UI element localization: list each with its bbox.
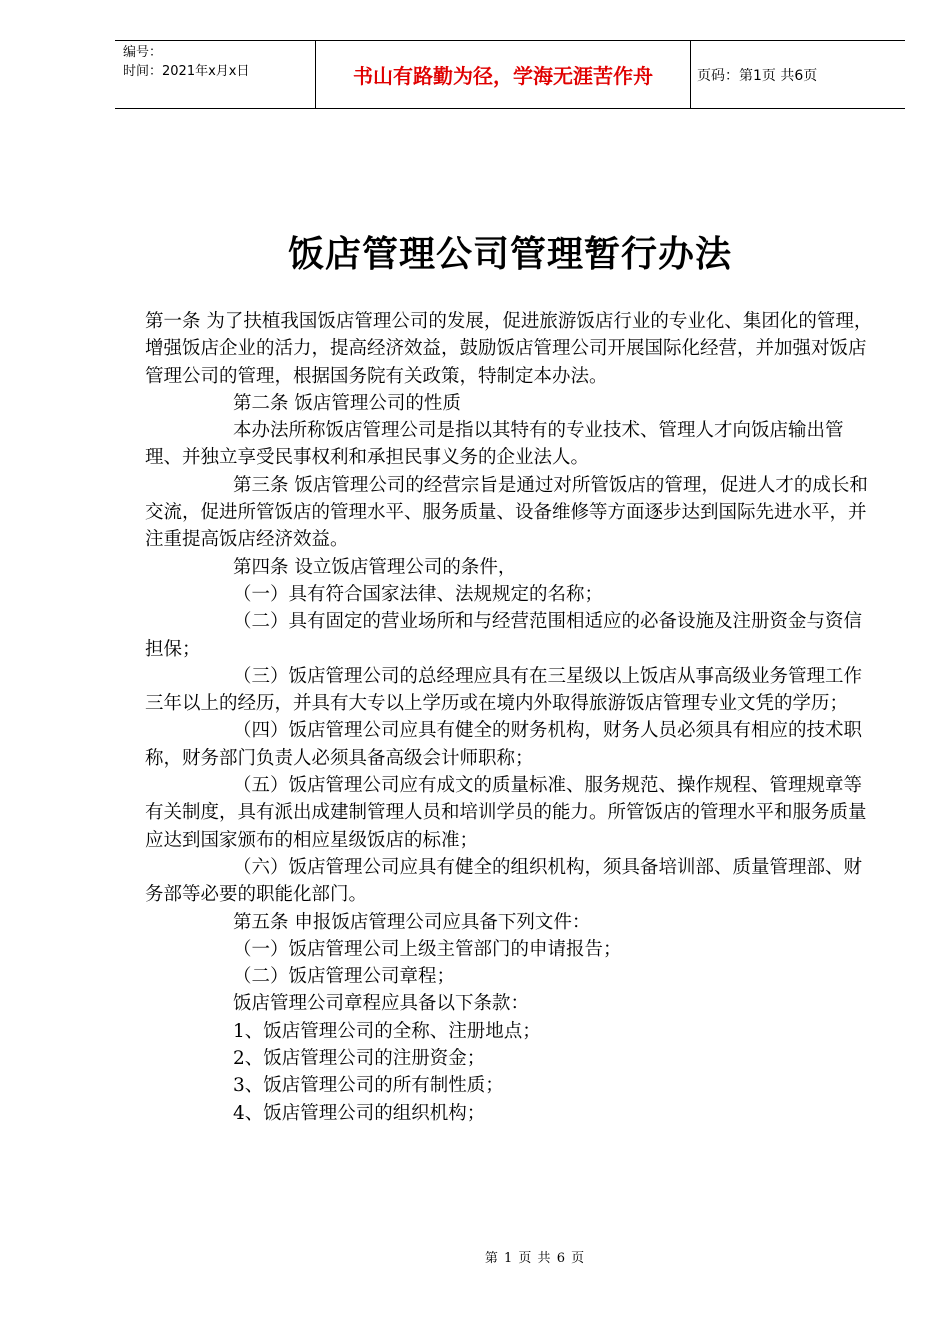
number-label: 编号： bbox=[123, 45, 163, 60]
paragraph: 本办法所称饭店管理公司是指以其特有的专业技术、管理人才向饭店输出管理、并独立享受民事权利和承担民事义务的企业法人。 bbox=[145, 420, 844, 469]
page-footer: 第 1 页 共 6 页 bbox=[484, 1251, 586, 1266]
paragraph: （二）具有固定的营业场所和与经营范围相适应的必备设施及注册资金与资信担保； bbox=[145, 611, 863, 660]
time-label: 时间：2021年x月x日 bbox=[123, 64, 250, 79]
paragraph: 第五条 申报饭店管理公司应具备下列文件： bbox=[233, 911, 591, 933]
paragraph: 第一条 为了扶植我国饭店管理公司的发展，促进旅游饭店行业的专业化、集团化的管理，增强饭店企业的活力，提高经济效益，鼓励饭店管理公司开展国际化经营，并加强对饭店管理公司的管理，根据国务院有关政策，特制定本办法。 bbox=[145, 311, 873, 387]
document-title: 饭店管理公司管理暂行办法 bbox=[287, 233, 732, 275]
paragraph: （一）具有符合国家法律、法规规定的名称； bbox=[233, 583, 604, 605]
paragraph: 第三条 饭店管理公司的经营宗旨是通过对所管饭店的管理，促进人才的成长和交流，促进所管饭店的管理水平、服务质量、设备维修等方面逐步达到国际先进水平，并注重提高饭店经济效益。 bbox=[145, 474, 868, 551]
paragraph: （二）饭店管理公司章程； bbox=[233, 966, 456, 988]
paragraph: 1、饭店管理公司的全称、注册地点； bbox=[233, 1020, 541, 1042]
paragraph: 3、饭店管理公司的所有制性质； bbox=[233, 1075, 504, 1097]
paragraph: （六）饭店管理公司应具有健全的组织机构，须具备培训部、质量管理部、财务部等必要的职能化部门。 bbox=[145, 856, 863, 906]
paragraph: 2、饭店管理公司的注册资金； bbox=[233, 1048, 486, 1070]
header-meta bbox=[115, 41, 315, 108]
header-motto: 书山有路勤为径，学海无涯苦作舟 bbox=[315, 41, 691, 108]
header-page-info: 页码：第1页 共6页 bbox=[697, 67, 818, 84]
paragraph: 第四条 设立饭店管理公司的条件， bbox=[233, 556, 517, 578]
paragraph: 饭店管理公司章程应具备以下条款： bbox=[233, 993, 530, 1015]
document-body bbox=[145, 308, 875, 1127]
paragraph: （四）饭店管理公司应具有健全的财务机构，财务人员必须具有相应的技术职称，财务部门负责人必须具备高级会计师职称； bbox=[145, 720, 863, 769]
paragraph: 第二条 饭店管理公司的性质 bbox=[233, 392, 461, 414]
paragraph: 4、饭店管理公司的组织机构； bbox=[233, 1102, 486, 1124]
paragraph: （五）饭店管理公司应有成文的质量标准、服务规范、操作规程、管理规章等有关制度，具有派出成建制管理人员和培训学员的能力。所管饭店的管理水平和服务质量应达到国家颁布的相应星级饭店的标准； bbox=[145, 775, 867, 851]
paragraph: （一）饭店管理公司上级主管部门的申请报告； bbox=[233, 938, 622, 960]
paragraph: （三）饭店管理公司的总经理应具有在三星级以上饭店从事高级业务管理工作三年以上的经历，并具有大专以上学历或在境内外取得旅游饭店管理专业文凭的学历； bbox=[145, 665, 863, 715]
document-header bbox=[115, 40, 905, 109]
